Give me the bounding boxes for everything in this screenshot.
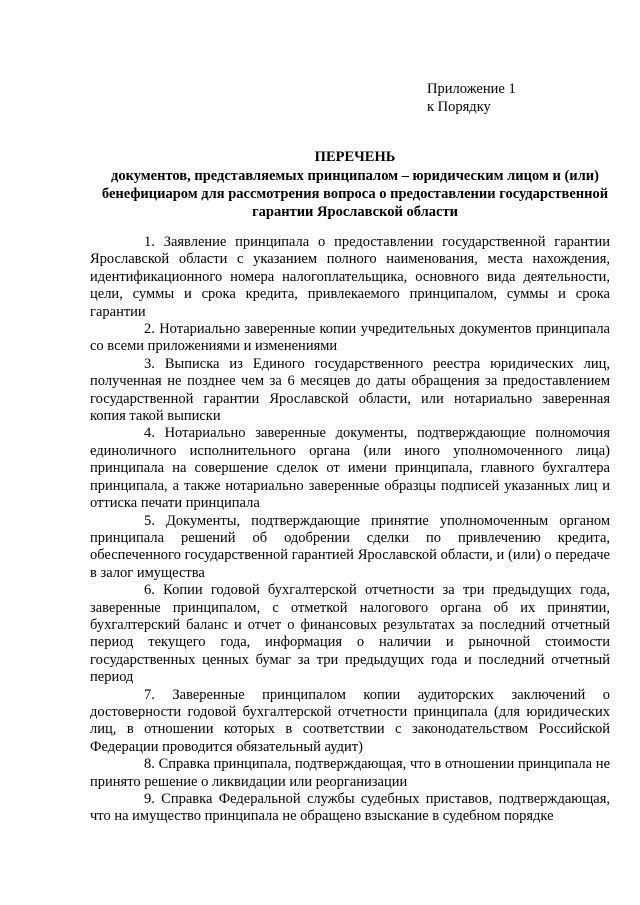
list-item-1: 1. Заявление принципала о предоставлении государственной гарантии Ярославской области с указанием полного наименования, места нахождения, идентификационного номера налогоплательщика, основного вида деятельности, цели, суммы и срока кредита, привлекаемого принципалом, суммы и срока гарантии [90, 234, 610, 320]
list-item-6: 6. Копии годовой бухгалтерской отчетности за три предыдущих года, заверенные принципалом, с отметкой налогового органа об их принятии, бухгалтерский баланс и отчет о финансовых результатах за последний отчетный период текущего года, информация о наличии и рыночной стоимости государственных ценных бумаг за три предыдущих года и последний отчетный период [90, 582, 610, 686]
document-list [90, 234, 610, 826]
list-item-2: 2. Нотариально заверенные копии учредительных документов принципала со всеми приложениями и изменениями [90, 321, 610, 355]
document-heading [100, 148, 610, 221]
appendix-number: Приложение 1 [427, 81, 516, 97]
appendix-parent: к Порядку [427, 99, 491, 115]
list-item-8: 8. Справка принципала, подтверждающая, что в отношении принципала не принято решение о ликвидации или реорганизации [90, 756, 610, 790]
document-subtitle: документов, представляемых принципалом – юридическим лицом и (или) бенефициаром для рассмотрения вопроса о предоставлении государственной гарантии Ярославской области [101, 168, 609, 220]
list-item-3: 3. Выписка из Единого государственного реестра юридических лиц, полученная не позднее чем за 6 месяцев до даты обращения за предоставлением государственной гарантии Ярославской области, или нотариально заверенная копия такой выписки [90, 355, 610, 425]
document-title: ПЕРЕЧЕНЬ [314, 149, 396, 165]
appendix-reference [427, 80, 516, 116]
list-item-7: 7. Заверенные принципалом копии аудиторских заключений о достоверности годовой бухгалтерской отчетности принципала (для юридических лиц, в отношении которых в соответствии с законодательством Российской Федерации проводится обязательный аудит) [90, 686, 610, 755]
list-item-5: 5. Документы, подтверждающие принятие уполномоченным органом принципала решений об одобрении сделки по привлечению кредита, обеспеченного государственной гарантией Ярославской области, и (или) о передаче в залог имущества [90, 512, 610, 581]
list-item-4: 4. Нотариально заверенные документы, подтверждающие полномочия единоличного исполнительного органа (или иного уполномоченного лица) принципала на совершение сделок от имени принципала, главного бухгалтера принципала, а также нотариально заверенные образцы подписей указанных лиц и оттиска печати принципала [90, 425, 610, 512]
list-item-9: 9. Справка Федеральной службы судебных приставов, подтверждающая, что на имущество принципала не обращено взыскание в судебном порядке [90, 791, 610, 825]
